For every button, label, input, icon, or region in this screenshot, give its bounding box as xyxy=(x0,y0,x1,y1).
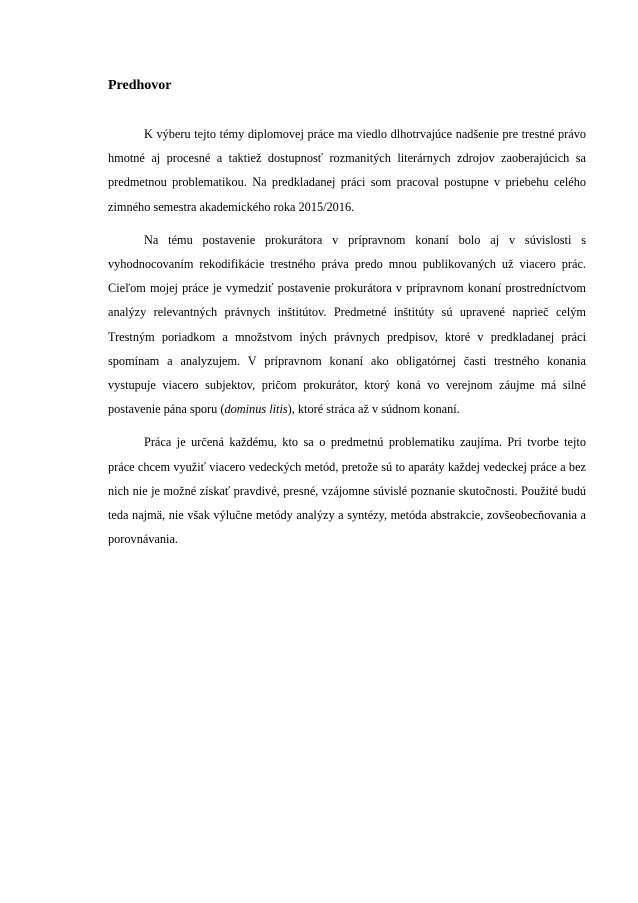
paragraph-topic-text-end: ), ktoré stráca až v súdnom konaní. xyxy=(287,402,460,417)
body-text xyxy=(108,122,586,560)
paragraph-topic-text: Na tému postavenie prokurátora v prípravnom konaní bolo aj v súvislosti s vyhodnocovaním rekodifikácie trestného práva predo mnou publikovaných už viacero prác. Cieľom mojej práce je vymedziť postavenie prokurátora v prípravnom konaní prostredníctvom analýzy relevantných právnych inštitútov. Predmetné inštitúty sú upravené naprieč celým Trestným poriadkom a množstvom iných právnych predpisov, ktoré v predkladanej práci spomínam a analyzujem. V prípravnom konaní ako obligatórnej časti trestného konania vystupuje viacero subjektov, pričom prokurátor, ktorý koná vo verejnom záujme má silné postavenie pána sporu ( xyxy=(108,232,586,417)
latin-term: dominus litis xyxy=(224,402,288,417)
paragraph-motivation: K výberu tejto témy diplomovej práce ma viedlo dlhotrvajúce nadšenie pre trestné právo hmotné aj procesné a taktiež dostupnosť rozmanitých literárnych zdrojov zaoberajúcich sa predmetnou problematikou. Na predkladanej práci som pracoval postupne v priebehu celého zimného semestra akademického roka 2015/2016. xyxy=(108,127,586,214)
paragraph-methods: Práca je určená každému, kto sa o predmetnú problematiku zaujíma. Pri tvorbe tejto práce chcem využiť viacero vedeckých metód, pretože sú to aparáty každej vedeckej práce a bez nich nie je možné získať pravdivé, presné, vzájomne súvislé poznanie skutočnosti. Použité budú teda najmä, nie však výlučne metódy analýzy a syntézy, metóda abstrakcie, zovšeobecňovania a porovnávania. xyxy=(108,435,586,547)
page-heading: Predhovor xyxy=(108,78,172,93)
paragraph-topic xyxy=(108,228,586,422)
